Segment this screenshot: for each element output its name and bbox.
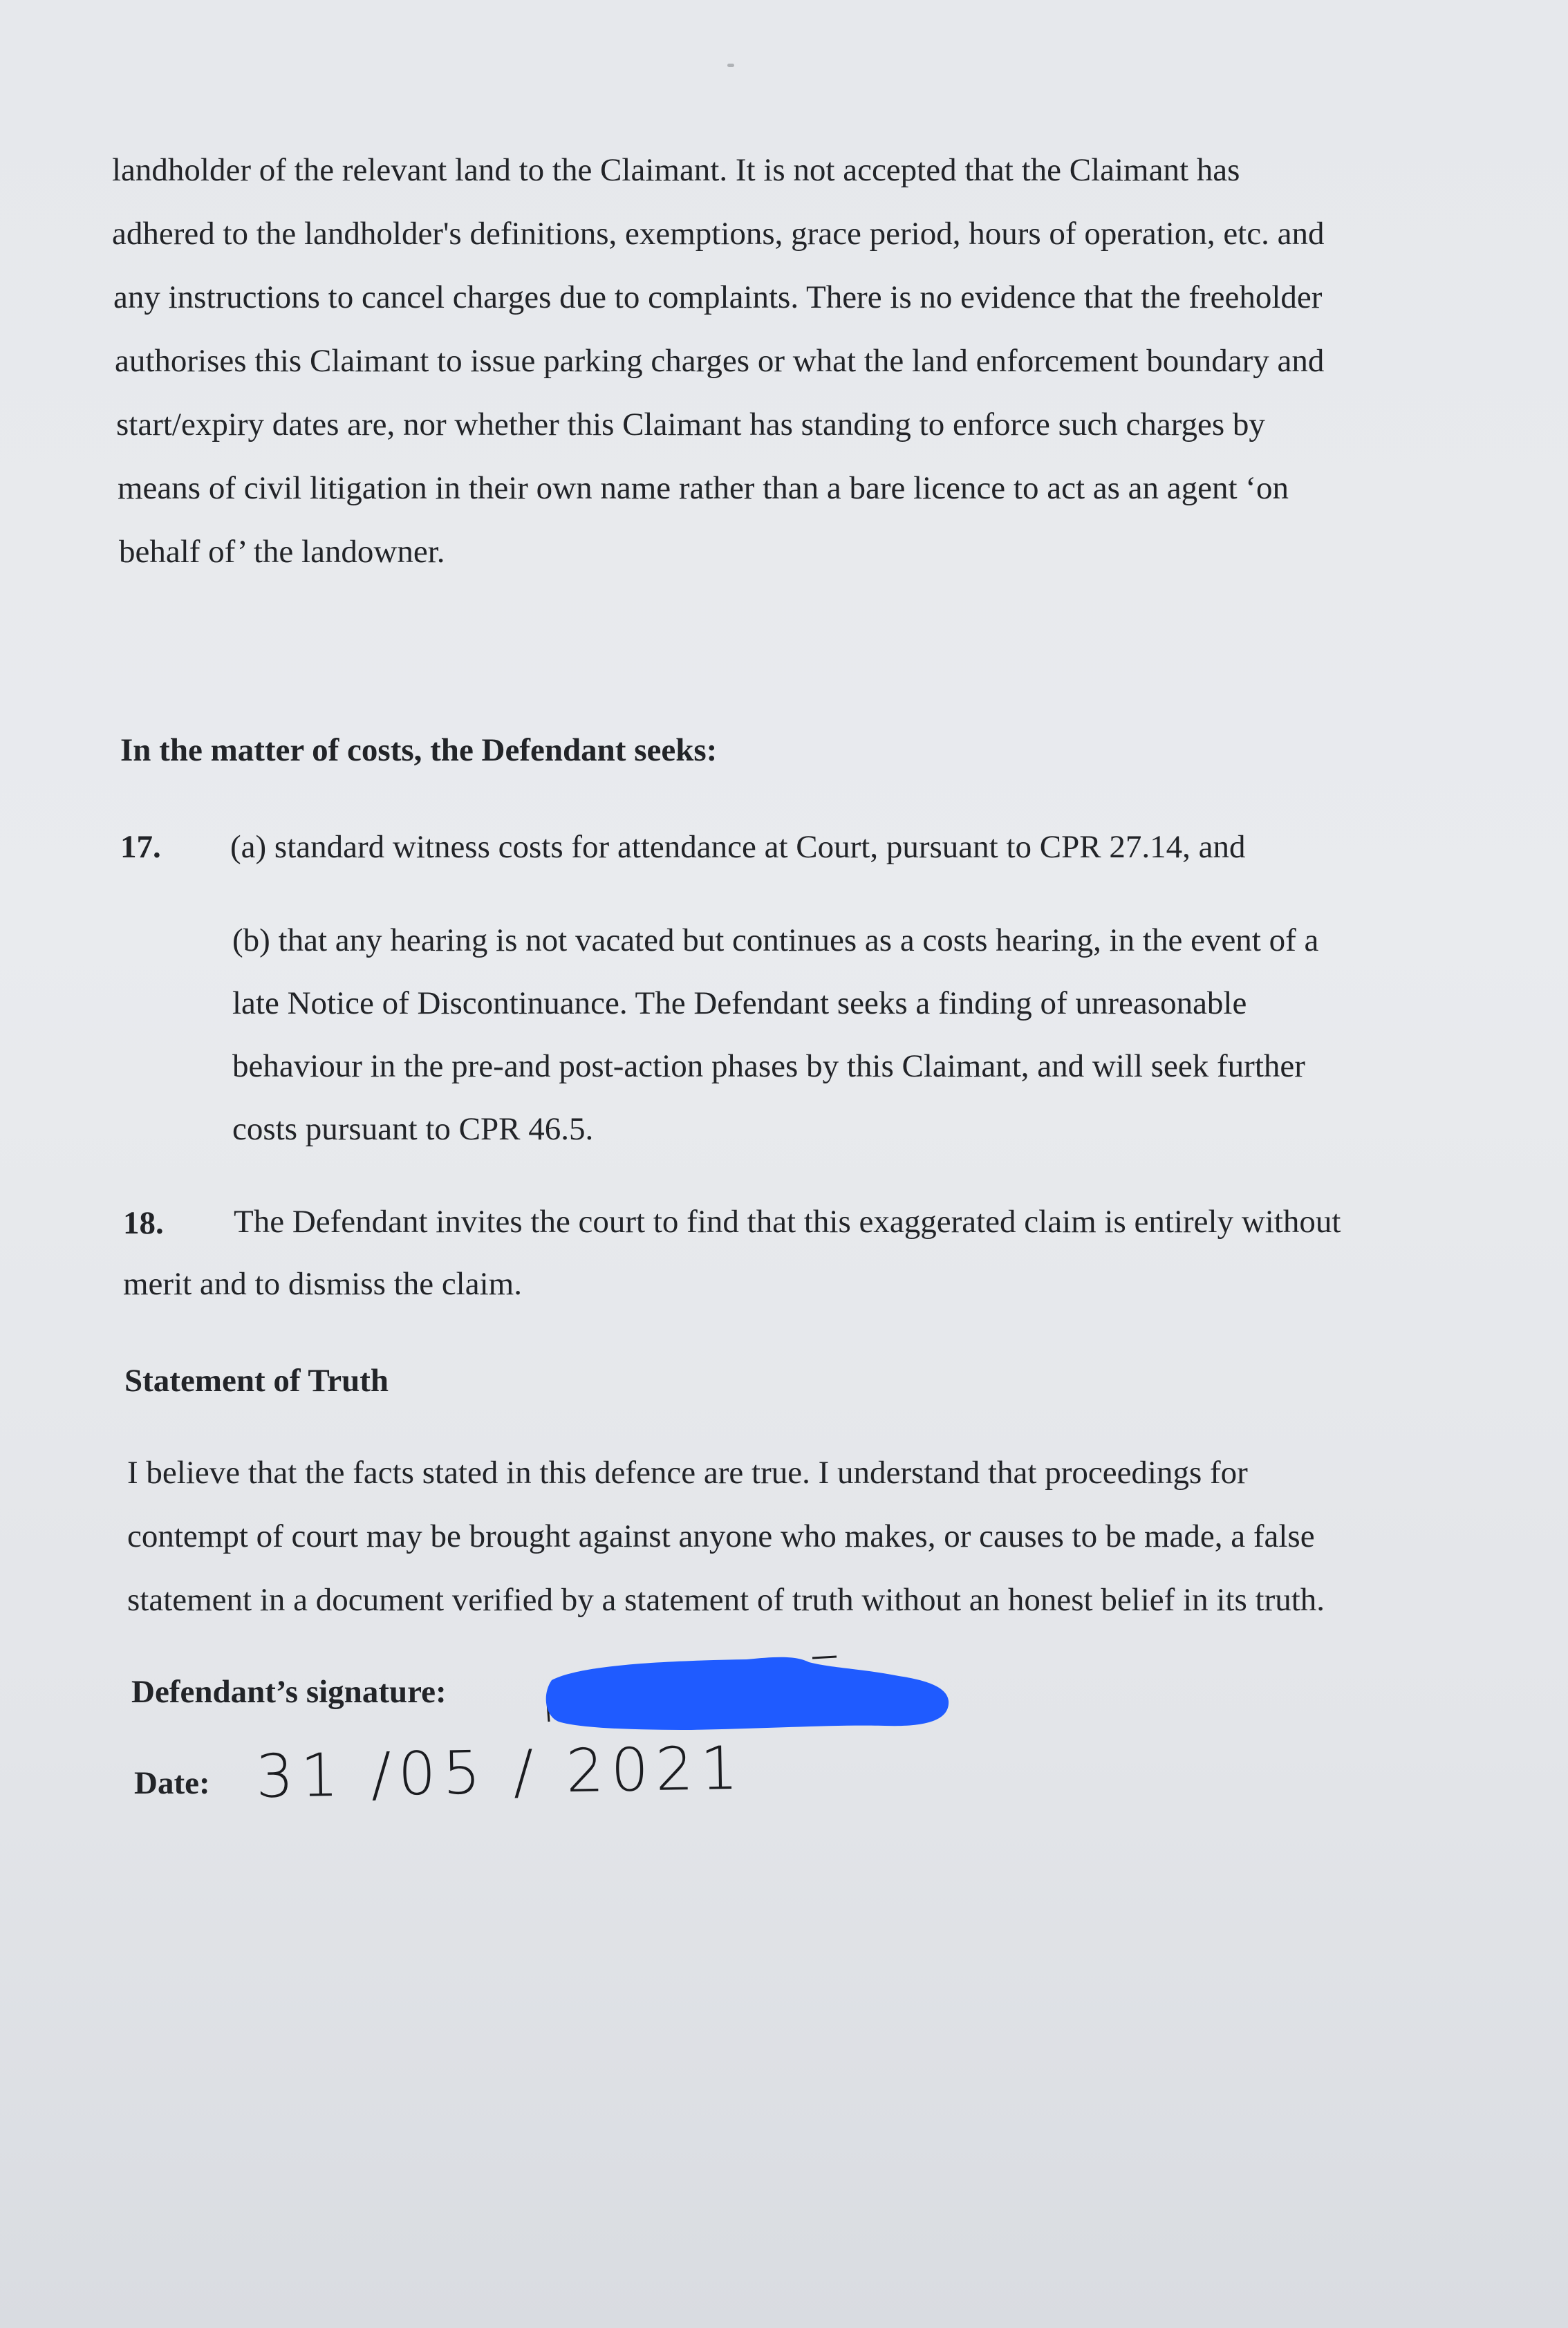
redaction-scribble (546, 1657, 949, 1730)
item-17b-line: behaviour in the pre-and post-action phases by this Claimant, and will seek further (232, 1048, 1305, 1084)
item-18-line: The Defendant invites the court to find that this exaggerated claim is entirely without (234, 1204, 1341, 1240)
item-18-number: 18. (123, 1205, 164, 1241)
truth-line: contempt of court may be brought against anyone who makes, or causes to be made, a false (127, 1518, 1315, 1554)
signature-label: Defendant’s signature: (131, 1674, 447, 1710)
intro-line: landholder of the relevant land to the Claimant. It is not accepted that the Claimant has (112, 152, 1240, 188)
item-18-line: merit and to dismiss the claim. (123, 1266, 522, 1302)
intro-line: start/expiry dates are, nor whether this Claimant has standing to enforce such charges by (116, 407, 1265, 443)
intro-line: any instructions to cancel charges due to complaints. There is no evidence that the freeholder (113, 279, 1323, 315)
intro-line: adhered to the landholder's definitions, exemptions, grace period, hours of operation, etc. and (112, 216, 1325, 252)
paper-speck (727, 64, 734, 67)
truth-line: statement in a document verified by a statement of truth without an honest belief in its truth. (127, 1582, 1325, 1618)
redacted-signature (539, 1652, 954, 1735)
date-label: Date: (134, 1765, 210, 1801)
handwritten-date: 31 /05 / 2021 (255, 1733, 746, 1812)
item-17b-line: costs pursuant to CPR 46.5. (232, 1111, 594, 1147)
item-17a-text: (a) standard witness costs for attendance at Court, pursuant to CPR 27.14, and (230, 829, 1246, 865)
item-17b-paragraph (232, 909, 1518, 1161)
intro-line: behalf of’ the landowner. (119, 534, 445, 570)
statement-of-truth-paragraph (127, 1441, 1531, 1632)
intro-line: authorises this Claimant to issue parking charges or what the land enforcement boundary and (115, 343, 1325, 379)
intro-line: means of civil litigation in their own name rather than a bare licence to act as an agent ‘on (118, 470, 1289, 506)
intro-paragraph (111, 138, 1514, 584)
item-17b-line: (b) that any hearing is not vacated but continues as a costs hearing, in the event of a (232, 922, 1319, 958)
item-18-paragraph (123, 1191, 1527, 1315)
signature-stroke (812, 1657, 837, 1658)
item-17b-line: late Notice of Discontinuance. The Defendant seeks a finding of unreasonable (232, 985, 1247, 1021)
truth-line: I believe that the facts stated in this defence are true. I understand that proceedings for (127, 1455, 1248, 1491)
statement-of-truth-heading: Statement of Truth (124, 1363, 389, 1399)
costs-heading: In the matter of costs, the Defendant seeks: (120, 732, 718, 768)
item-17-number: 17. (120, 829, 161, 865)
